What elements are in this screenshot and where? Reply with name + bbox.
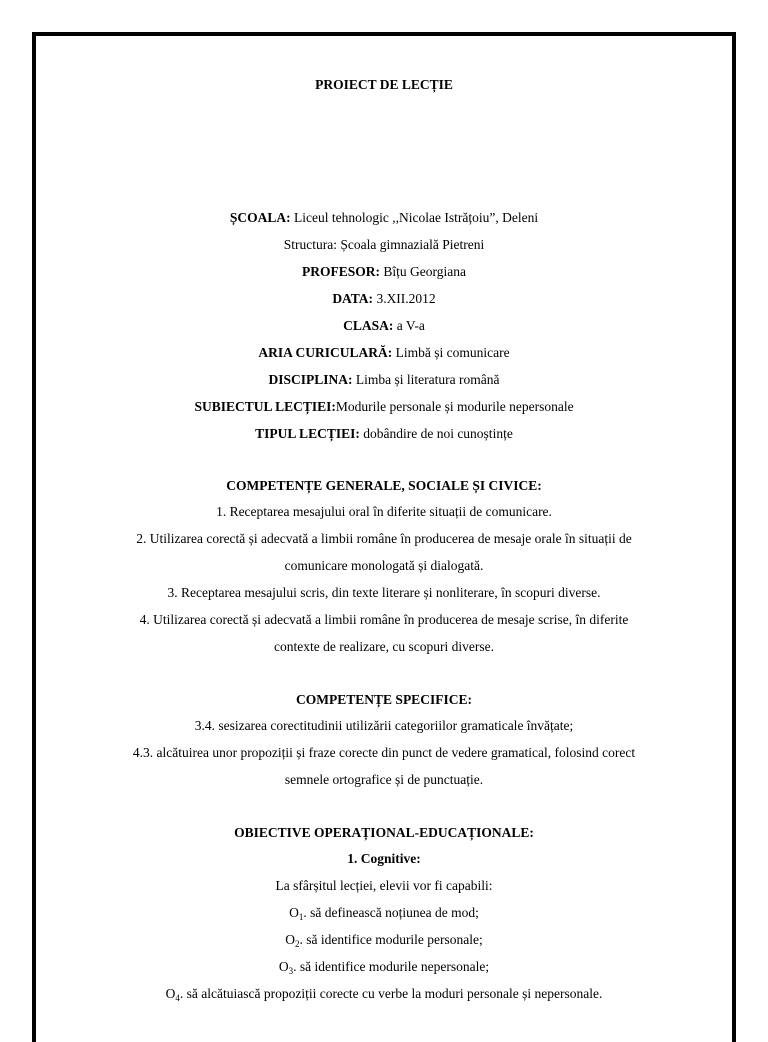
curricular-area-label: ARIA CURICULARĂ: [258,345,393,360]
objective-item: $O_1$. să definească noțiunea de mod; [289,905,479,922]
school-line [36,209,732,227]
lesson-subject-label: SUBIECTUL LECȚIEI: [194,399,336,414]
objective-item: $O_2$. să identifice modurile personale; [285,932,483,949]
specific-competence-item: semnele ortografice și de punctuație. [284,772,484,787]
date-value: 3.XII.2012 [373,291,436,306]
class-value: a V-a [393,318,425,333]
discipline-value: Limba și literatura română [352,372,500,387]
objective-item: $O_4$. să alcătuiască propoziții corecte cu verbe la moduri personale și nepersonale. [165,986,603,1003]
general-competence-item: 3. Receptarea mesajului scris, din texte literare și nonliterare, în scopuri diverse. [167,585,601,600]
school-label: ȘCOALA: [229,210,291,225]
school-value: Liceul tehnologic ,,Nicolae Istrățoiu”, Deleni [290,210,539,225]
lesson-type-label: TIPUL LECȚIEI: [255,426,360,441]
curricular-area-value: Limbă și comunicare [392,345,510,360]
teacher-label: PROFESOR: [302,264,381,279]
objectives-heading: OBIECTIVE OPERAȚIONAL-EDUCAȚIONALE: [234,825,534,840]
teacher-line [36,263,732,281]
curricular-area-line [36,344,732,362]
teacher-value: Bîțu Georgiana [380,264,466,279]
objectives-intro: La sfârșitul lecției, elevii vor fi capabili: [275,878,493,893]
specific-competences-heading: COMPETENȚE SPECIFICE: [296,692,472,707]
discipline-label: DISCIPLINA: [268,372,353,387]
structure-line: Structura: Școala gimnazială Pietreni [283,237,485,252]
lesson-subject-value: Modurile personale și modurile nepersonale [335,399,574,414]
general-competences-heading: COMPETENȚE GENERALE, SOCIALE ȘI CIVICE: [226,478,542,493]
class-line [36,317,732,335]
lesson-subject-line [36,398,732,416]
date-label: DATA: [332,291,374,306]
document-page [32,32,736,1042]
discipline-line [36,371,732,389]
class-label: CLASA: [343,318,394,333]
specific-competence-item: 3.4. sesizarea corectitudinii utilizării categoriilor gramaticale învățate; [194,718,574,733]
general-competence-item: 4. Utilizarea corectă și adecvată a limbii române în producerea de mesaje scrise, în diferite [139,612,629,627]
lesson-type-line [36,425,732,443]
specific-competence-item: 4.3. alcătuirea unor propoziții și fraze corecte din punct de vedere gramatical, folosind corect [132,745,636,760]
general-competence-item: comunicare monologată și dialogată. [284,558,484,573]
cognitive-subheading: 1. Cognitive: [347,851,421,866]
objective-item: $O_3$. să identifice modurile nepersonale; [278,959,490,976]
general-competence-item: 1. Receptarea mesajului oral în diferite situații de comunicare. [216,504,552,519]
date-line [36,290,732,308]
document-title: PROIECT DE LECȚIE [315,77,453,92]
general-competence-item: contexte de realizare, cu scopuri diverse. [273,639,494,654]
general-competence-item: 2. Utilizarea corectă și adecvată a limbii române în producerea de mesaje orale în situații de [136,531,632,546]
lesson-type-value: dobândire de noi cunoștințe [359,426,513,441]
